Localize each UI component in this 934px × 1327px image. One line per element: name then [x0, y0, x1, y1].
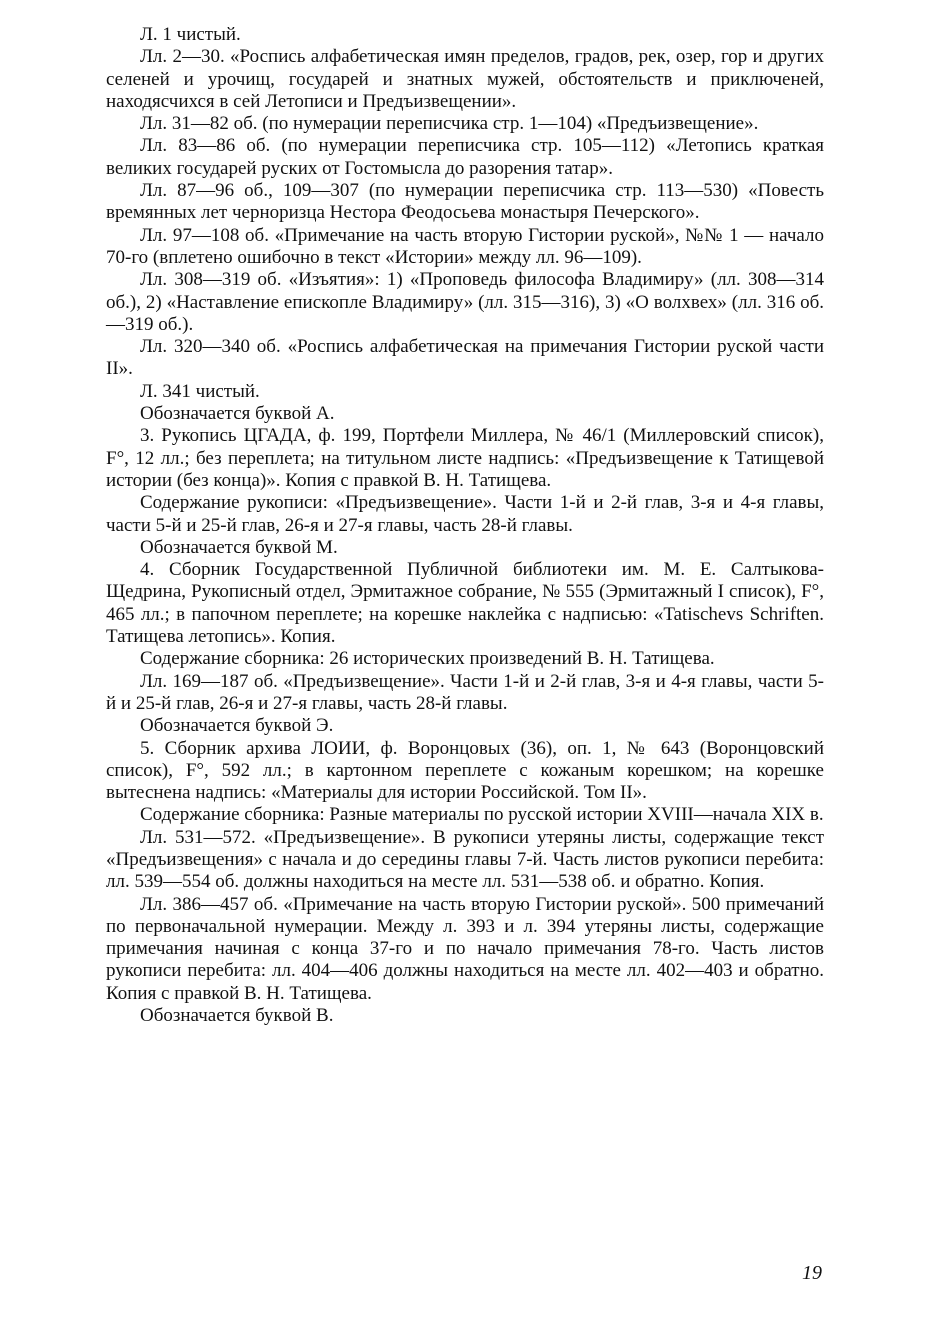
paragraph: Л. 341 чистый. — [140, 380, 260, 402]
paragraph: Содержание сборника: Разные материалы по русской истории XVIII—начала XIX в. — [140, 804, 824, 826]
paragraph: 4. Сборник Государственной Публичной библиотеки им. М. Е. Салтыкова-Щедрина, Рукописный отдел, Эрмитажное собрание, № 555 (Эрмитажный I список), F°, 465 лл.; в папочном переплете; на корешке наклейка с надписью: «Tatischevs Schriften. Татищева летопись». Копия. — [106, 559, 824, 648]
paragraph: Обозначается буквой М. — [140, 536, 338, 558]
paragraph: Содержание сборника: 26 исторических произведений В. Н. Татищева. — [140, 648, 715, 670]
paragraph: Обозначается буквой Э. — [140, 715, 334, 737]
paragraph: Лл. 308—319 об. «Изъятия»: 1) «Проповедь философа Владимиру» (лл. 308—314 об.), 2) «Наставление епископле Владимиру» (лл. 315—316), 3) «О волхвех» (лл. 316 об.—319 об.). — [106, 269, 824, 335]
paragraph: Обозначается буквой А. — [140, 403, 335, 425]
paragraph: Л. 1 чистый. — [140, 24, 241, 45]
paragraph: Лл. 83—86 об. (по нумерации переписчика стр. 105—112) «Летопись краткая великих государей руских от Гостомысла до разорения татар». — [106, 135, 824, 179]
paragraph: Лл. 31—82 об. (по нумерации переписчика стр. 1—104) «Предъизвещение». — [140, 113, 759, 135]
paragraph: Лл. 87—96 об., 109—307 (по нумерации переписчика стр. 113—530) «Повесть времянных лет черноризца Нестора Феодосьева монастыря Печерского». — [106, 180, 824, 224]
page-number: 19 — [802, 1262, 822, 1284]
paragraph: Обозначается буквой В. — [140, 1005, 334, 1027]
paragraph: Лл. 386—457 об. «Примечание на часть вторую Гистории руской». 500 примечаний по первоначальной нумерации. Между л. 393 и л. 394 утеряны листы, содержащие примечания начиная с конца 37-го и по начало примечания 78-го. Часть листов рукописи перебита: лл. 404—406 должны находиться на месте лл. 402—403 и обратно. Копия с правкой В. Н. Татищева. — [106, 893, 824, 1004]
paragraph: Лл. 531—572. «Предъизвещение». В рукописи утеряны листы, содержащие текст «Предъизвещения» с начала и до середины главы 7-й. Часть листов рукописи перебита: лл. 539—554 об. должны находиться на месте лл. 531—538 об. и обратно. Копия. — [106, 826, 824, 893]
page-body — [106, 24, 824, 1027]
paragraph: Лл. 169—187 об. «Предъизвещение». Части 1-й и 2-й глав, 3-я и 4-я главы, части 5-й и 25-й глав, 26-я и 27-я главы, часть 28-й главы. — [106, 670, 824, 714]
paragraph: Лл. 2—30. «Роспись алфабетическая имян пределов, градов, рек, озер, гор и других селеней и урочищ, государей и знатных мужей, обстоятельств и приключеней, находясчихся в сей Летописи и Предъизвещении». — [106, 46, 824, 112]
paragraph: Лл. 320—340 об. «Роспись алфабетическая на примечания Гистории руской части II». — [106, 336, 824, 380]
paragraph: 3. Рукопись ЦГАДА, ф. 199, Портфели Миллера, № 46/1 (Миллеровский список), F°, 12 лл.; без переплета; на титульном листе надпись: «Предъизвещение к Татищевой истории (без конца)». Копия с правкой В. Н. Татищева. — [106, 425, 824, 491]
paragraph: Лл. 97—108 об. «Примечание на часть вторую Гистории руской», №№ 1 — начало 70-го (вплетено ошибочно в текст «Истории» между лл. 96—109). — [106, 224, 824, 268]
paragraph: 5. Сборник архива ЛОИИ, ф. Воронцовых (36), оп. 1, № 643 (Воронцовский список), F°, 592 лл.; в картонном переплете с кожаным корешком; на корешке вытеснена надпись: «Материалы для истории Российской. Том II». — [106, 737, 824, 804]
paragraph: Содержание рукописи: «Предъизвещение». Части 1-й и 2-й глав, 3-я и 4-я главы, части 5-й и 25-й глав, 26-я и 27-я главы, часть 28-й главы. — [106, 492, 824, 536]
